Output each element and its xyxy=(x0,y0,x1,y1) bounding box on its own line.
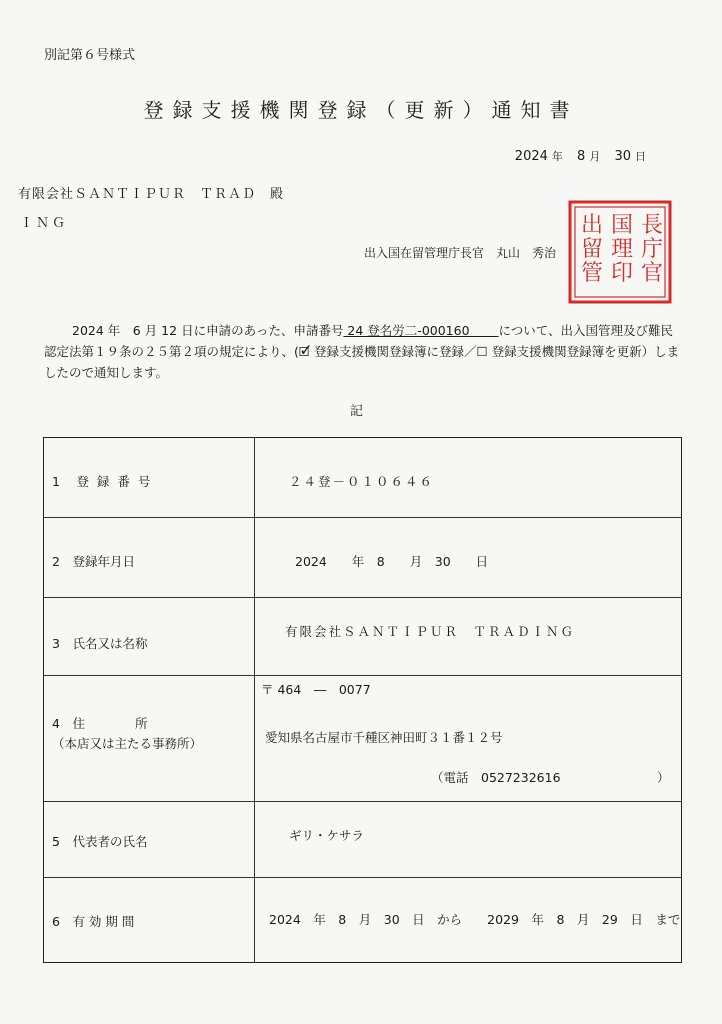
svg-text:長: 長 xyxy=(640,213,664,238)
svg-text:国: 国 xyxy=(610,213,634,238)
row-label: 2 登録年月日 xyxy=(52,554,135,569)
form-number: 別記第６号様式 xyxy=(44,48,136,63)
row-label: 5 代表者の氏名 xyxy=(52,834,148,849)
addressee-line-2: ＩＮＧ xyxy=(20,216,69,231)
company-name: 有限会社ＳＡＮＴＩＰＵＲ ＴＲＡＤＩＮＧ xyxy=(285,624,576,639)
registration-date: 2024 年 8 月 30 日 xyxy=(295,554,489,569)
row-label-sub: （本店又は主たる事務所） xyxy=(52,736,203,751)
date-month-unit: 月 xyxy=(589,150,601,163)
registration-table xyxy=(43,437,682,963)
notice-body xyxy=(44,320,684,383)
ki-heading: 記 xyxy=(350,404,364,419)
svg-text:留: 留 xyxy=(580,237,604,262)
issuer-name: 出入国在留管理庁長官 丸山 秀治 xyxy=(364,246,557,260)
table-row xyxy=(44,676,681,802)
registration-number: ２４登－０１０６４６ xyxy=(289,474,435,489)
date-year: 2024 xyxy=(514,149,548,164)
svg-text:管: 管 xyxy=(580,261,604,286)
phone-number: （電話 0527232616 xyxy=(431,770,561,785)
svg-text:理: 理 xyxy=(610,237,634,262)
date-year-unit: 年 xyxy=(551,150,563,163)
official-seal-icon xyxy=(566,198,674,306)
date-day: 30 xyxy=(614,149,631,164)
notice-text-2: について、出入国管理及び難民認定法第１９条の２５第２項の規定により、(🗹 登録支援機関登録簿に登録／☐ 登録支援機関登録簿を更新）しましたので通知します。 xyxy=(44,323,680,380)
phone-close-paren: ） xyxy=(657,770,670,785)
svg-text:出: 出 xyxy=(580,213,604,238)
postal-code: 〒 464 ― 0077 xyxy=(261,682,371,697)
document-title: 登録支援機関登録（更新）通知書 xyxy=(143,98,579,122)
addressee-line-1: 有限会社ＳＡＮＴＩＰＵＲ ＴＲＡＤ 殿 xyxy=(18,187,285,202)
table-row xyxy=(44,802,681,878)
table-row xyxy=(44,438,681,518)
representative-name: ギリ・ケサラ xyxy=(289,828,365,843)
date-day-unit: 日 xyxy=(635,150,646,163)
date-month: 8 xyxy=(577,149,586,164)
table-row xyxy=(44,878,681,962)
validity-period: 2024 年 8 月 30 日 から 2029 年 8 月 29 日 まで xyxy=(269,912,681,927)
svg-text:印: 印 xyxy=(610,261,634,286)
table-row xyxy=(44,518,681,598)
row-label: 6 有 効 期 間 xyxy=(52,914,135,929)
application-number: 24 登名労二-000160 xyxy=(343,323,499,338)
svg-text:庁: 庁 xyxy=(640,237,664,262)
table-row xyxy=(44,598,681,676)
row-label: 4 住 所 xyxy=(52,716,148,731)
address: 愛知県名古屋市千種区神田町３１番１２号 xyxy=(265,730,503,745)
notice-text-1: 2024 年 6 月 12 日に申請のあった、申請番号 xyxy=(72,323,344,338)
row-label: 3 氏名又は名称 xyxy=(52,636,148,651)
svg-text:官: 官 xyxy=(640,261,664,286)
issue-date xyxy=(515,148,656,164)
row-label: 1 登 録 番 号 xyxy=(52,474,153,489)
